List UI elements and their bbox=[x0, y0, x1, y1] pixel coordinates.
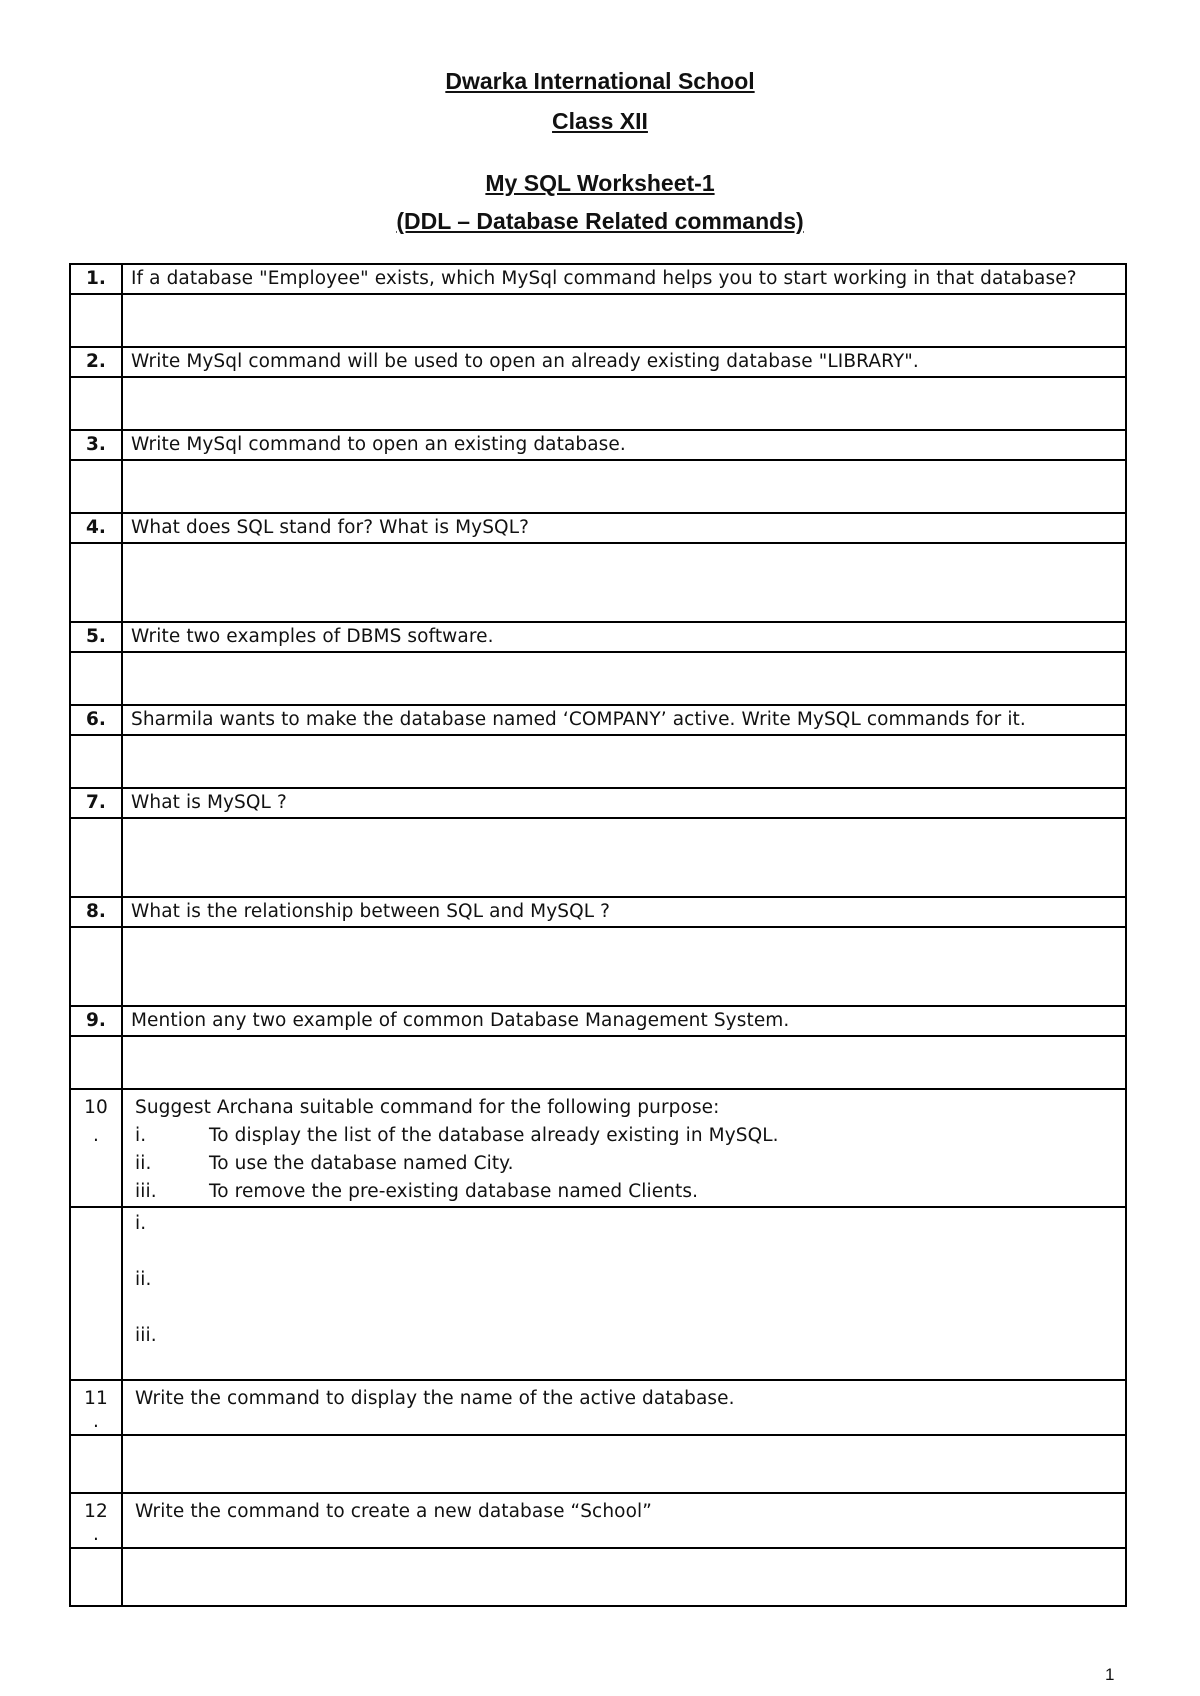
answer-row bbox=[70, 1548, 1126, 1606]
answer-row bbox=[70, 294, 1126, 347]
question-text: Write the command to create a new database “School” bbox=[135, 1501, 652, 1522]
answer-number-cell bbox=[70, 927, 122, 1006]
answer-row bbox=[70, 652, 1126, 705]
answer-number-cell bbox=[70, 818, 122, 897]
school-name: Dwarka International School bbox=[445, 68, 755, 94]
answer-number-cell bbox=[70, 1548, 122, 1606]
answer-number-cell bbox=[70, 1207, 122, 1380]
sub-item bbox=[131, 1178, 1117, 1206]
answer-row bbox=[70, 927, 1126, 1006]
answer-row bbox=[70, 1207, 1126, 1380]
question-text: What is the relationship between SQL and MySQL ? bbox=[122, 897, 1126, 927]
answer-row bbox=[70, 543, 1126, 622]
sub-item-text: To remove the pre-existing database named Clients. bbox=[209, 1181, 699, 1202]
answer-cell[interactable] bbox=[122, 294, 1126, 347]
answer-row bbox=[70, 735, 1126, 788]
worksheet-table bbox=[69, 263, 1127, 1607]
question-text-cell bbox=[122, 1089, 1126, 1207]
question-row bbox=[70, 897, 1126, 927]
question-number-part: . bbox=[93, 1524, 99, 1545]
sub-item-numeral: i. bbox=[135, 1125, 147, 1146]
question-number: 6. bbox=[70, 705, 122, 735]
answer-cell[interactable] bbox=[122, 735, 1126, 788]
answer-number-cell bbox=[70, 1036, 122, 1089]
answer-row bbox=[70, 460, 1126, 513]
answer-label: i. bbox=[135, 1213, 147, 1234]
answer-label: iii. bbox=[135, 1325, 157, 1346]
answer-cell[interactable] bbox=[122, 652, 1126, 705]
question-number bbox=[70, 1380, 122, 1435]
question-text: Suggest Archana suitable command for the following purpose: bbox=[135, 1097, 720, 1118]
answer-cell[interactable] bbox=[122, 1435, 1126, 1493]
answer-cell[interactable] bbox=[122, 1548, 1126, 1606]
answer-cell[interactable] bbox=[122, 543, 1126, 622]
question-row bbox=[70, 1006, 1126, 1036]
question-text: Write MySql command to open an existing database. bbox=[122, 430, 1126, 460]
question-number: 1. bbox=[70, 264, 122, 294]
question-row bbox=[70, 622, 1126, 652]
question-number: 8. bbox=[70, 897, 122, 927]
question-row bbox=[70, 430, 1126, 460]
answer-label: ii. bbox=[135, 1269, 152, 1290]
question-row bbox=[70, 705, 1126, 735]
question-text: What is MySQL ? bbox=[122, 788, 1126, 818]
question-row bbox=[70, 1089, 1126, 1207]
sub-item-text: To use the database named City. bbox=[209, 1153, 514, 1174]
question-text: Mention any two example of common Database Management System. bbox=[122, 1006, 1126, 1036]
question-text-cell bbox=[122, 1493, 1126, 1548]
question-number-part: . bbox=[93, 1125, 99, 1146]
answer-number-cell bbox=[70, 460, 122, 513]
question-text-cell bbox=[122, 1380, 1126, 1435]
question-number-part: 11 bbox=[84, 1388, 108, 1409]
sub-item-text: To display the list of the database already existing in MySQL. bbox=[209, 1125, 779, 1146]
answer-cell[interactable] bbox=[122, 927, 1126, 1006]
question-row bbox=[70, 788, 1126, 818]
answer-number-cell bbox=[70, 294, 122, 347]
question-row bbox=[70, 1493, 1126, 1548]
question-text: If a database "Employee" exists, which MySql command helps you to start working in that database? bbox=[122, 264, 1126, 294]
answer-cell[interactable] bbox=[122, 1036, 1126, 1089]
answer-cell[interactable] bbox=[122, 460, 1126, 513]
sub-item bbox=[131, 1150, 1117, 1178]
question-number bbox=[70, 1089, 122, 1207]
answer-row bbox=[70, 1435, 1126, 1493]
question-number-part: 12 bbox=[84, 1501, 108, 1522]
question-number: 7. bbox=[70, 788, 122, 818]
answer-number-cell bbox=[70, 652, 122, 705]
question-number: 9. bbox=[70, 1006, 122, 1036]
worksheet-title: My SQL Worksheet-1 bbox=[485, 170, 715, 196]
question-row bbox=[70, 513, 1126, 543]
question-number: 2. bbox=[70, 347, 122, 377]
question-text: Write the command to display the name of the active database. bbox=[135, 1388, 735, 1409]
question-number-part: 10 bbox=[84, 1097, 108, 1118]
answer-cell[interactable] bbox=[122, 1207, 1126, 1380]
answer-row bbox=[70, 377, 1126, 430]
sub-item-numeral: iii. bbox=[135, 1181, 157, 1202]
answer-number-cell bbox=[70, 543, 122, 622]
question-number: 3. bbox=[70, 430, 122, 460]
question-text: What does SQL stand for? What is MySQL? bbox=[122, 513, 1126, 543]
question-number bbox=[70, 1493, 122, 1548]
answer-row bbox=[70, 818, 1126, 897]
answer-number-cell bbox=[70, 1435, 122, 1493]
page-number: 1 bbox=[1105, 1665, 1115, 1684]
question-text: Write MySql command will be used to open an already existing database "LIBRARY". bbox=[122, 347, 1126, 377]
question-number: 4. bbox=[70, 513, 122, 543]
question-number-part: . bbox=[93, 1411, 99, 1432]
answer-cell[interactable] bbox=[122, 377, 1126, 430]
class-label: Class XII bbox=[552, 108, 648, 134]
sub-item-numeral: ii. bbox=[135, 1153, 152, 1174]
question-number: 5. bbox=[70, 622, 122, 652]
answer-cell[interactable] bbox=[122, 818, 1126, 897]
question-row bbox=[70, 347, 1126, 377]
answer-row bbox=[70, 1036, 1126, 1089]
sub-item bbox=[131, 1122, 1117, 1150]
question-text: Write two examples of DBMS software. bbox=[122, 622, 1126, 652]
question-row bbox=[70, 1380, 1126, 1435]
answer-number-cell bbox=[70, 377, 122, 430]
question-text: Sharmila wants to make the database named ‘COMPANY’ active. Write MySQL commands for it. bbox=[122, 705, 1126, 735]
worksheet-subtitle: (DDL – Database Related commands) bbox=[396, 208, 804, 234]
answer-number-cell bbox=[70, 735, 122, 788]
question-row bbox=[70, 264, 1126, 294]
